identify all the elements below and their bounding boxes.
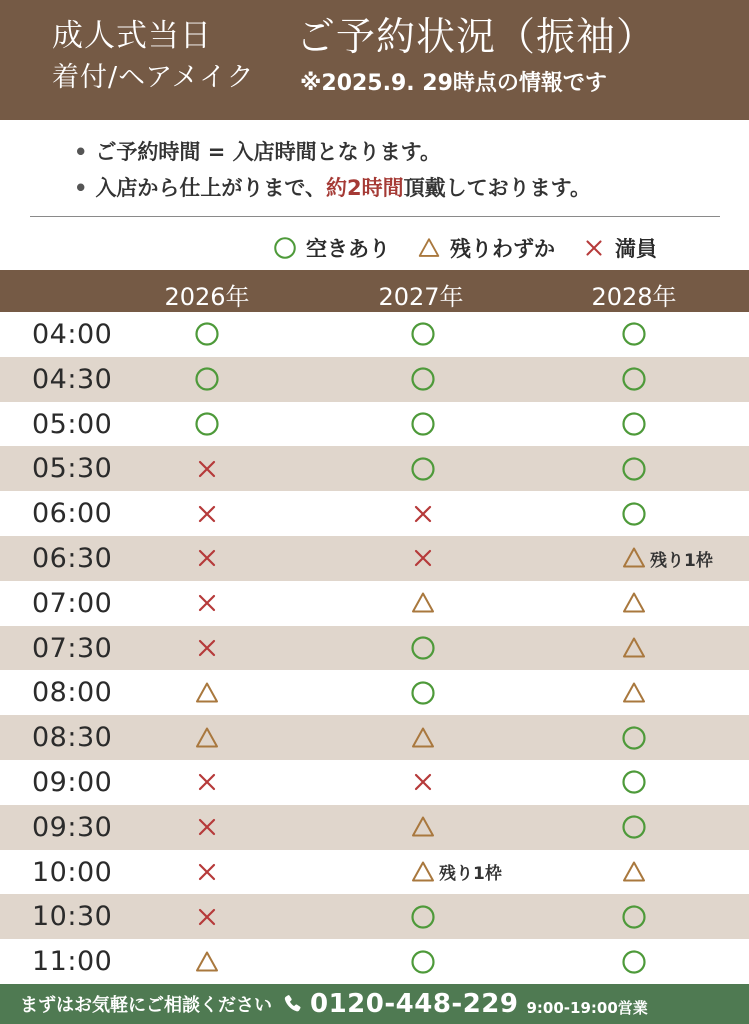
time-slot-label: 10:30 — [32, 901, 113, 933]
circle-icon — [409, 948, 437, 976]
status-cell — [193, 312, 221, 357]
column-header-year: 2026年 — [164, 283, 250, 311]
table-row — [0, 536, 749, 581]
status-cell — [620, 491, 648, 536]
column-header-year: 2027年 — [378, 283, 464, 311]
status-cell — [409, 402, 437, 447]
column-header-year: 2028年 — [591, 283, 677, 311]
notes-list — [74, 134, 591, 206]
circle-icon — [409, 410, 437, 438]
circle-icon — [272, 235, 298, 261]
legend-few — [416, 233, 555, 263]
circle-icon — [409, 320, 437, 348]
status-cell — [620, 894, 648, 939]
triangle-icon — [620, 679, 648, 707]
status-cell — [620, 536, 713, 581]
time-slot-label: 05:30 — [32, 453, 113, 485]
table-row — [0, 760, 749, 805]
cross-icon — [409, 500, 437, 528]
triangle-icon — [620, 858, 648, 886]
time-slot-label: 05:00 — [32, 408, 113, 440]
circle-icon — [193, 365, 221, 393]
phone-icon — [282, 991, 306, 1017]
note-item-duration — [74, 170, 591, 206]
legend-available — [272, 233, 390, 263]
status-cell — [193, 805, 221, 850]
circle-icon — [409, 634, 437, 662]
status-cell — [620, 402, 648, 447]
circle-icon — [620, 813, 648, 841]
time-slot-label: 07:30 — [32, 632, 113, 664]
legend-label: 満員 — [615, 237, 657, 261]
status-cell — [193, 894, 221, 939]
circle-icon — [620, 365, 648, 393]
time-slot-label: 06:00 — [32, 498, 113, 530]
status-cell — [620, 312, 648, 357]
status-cell — [409, 357, 437, 402]
cross-icon — [193, 455, 221, 483]
time-slot-label: 04:00 — [32, 319, 113, 350]
circle-icon — [409, 903, 437, 931]
event-label — [52, 14, 255, 98]
contact-footer — [0, 984, 749, 1024]
table-row — [0, 581, 749, 626]
status-cell — [620, 626, 648, 671]
status-cell — [193, 446, 221, 491]
cross-icon — [193, 813, 221, 841]
status-cell — [409, 715, 437, 760]
status-cell — [193, 626, 221, 671]
triangle-icon — [416, 235, 442, 261]
triangle-icon — [409, 724, 437, 752]
time-slot-label: 06:30 — [32, 542, 113, 574]
table-row — [0, 402, 749, 447]
legend-full — [581, 233, 657, 263]
cross-icon — [193, 500, 221, 528]
legend-label: 空きあり — [306, 237, 390, 261]
circle-icon — [620, 903, 648, 931]
triangle-icon — [193, 679, 221, 707]
cross-icon — [193, 589, 221, 617]
page-title: ご予約状況（振袖） — [296, 15, 657, 60]
footer-lead: まずはお気軽にご相談ください — [20, 995, 272, 1016]
bullet-icon: • — [74, 140, 88, 164]
cross-icon — [581, 235, 607, 261]
status-cell — [193, 850, 221, 895]
cross-icon — [193, 768, 221, 796]
circle-icon — [620, 455, 648, 483]
time-slot-label: 10:00 — [32, 856, 113, 888]
triangle-icon — [620, 634, 648, 662]
table-row — [0, 626, 749, 671]
circle-icon — [620, 410, 648, 438]
status-cell — [409, 491, 437, 536]
status-cell — [409, 581, 437, 626]
circle-icon — [193, 410, 221, 438]
status-cell — [620, 670, 648, 715]
circle-icon — [620, 948, 648, 976]
circle-icon — [409, 679, 437, 707]
table-row — [0, 491, 749, 536]
table-row — [0, 715, 749, 760]
circle-icon — [620, 768, 648, 796]
business-hours: 9:00-19:00営業 — [526, 998, 648, 1017]
table-row — [0, 357, 749, 402]
triangle-icon — [409, 858, 437, 886]
status-cell — [620, 446, 648, 491]
table-row — [0, 312, 749, 357]
circle-icon — [620, 320, 648, 348]
cross-icon — [409, 544, 437, 572]
triangle-icon — [409, 589, 437, 617]
triangle-icon — [193, 948, 221, 976]
table-row — [0, 446, 749, 491]
table-row — [0, 805, 749, 850]
status-cell — [193, 491, 221, 536]
status-cell — [193, 581, 221, 626]
note-emphasis: 約2時間 — [326, 176, 404, 200]
time-slot-label: 09:00 — [32, 766, 113, 798]
cross-icon — [193, 544, 221, 572]
circle-icon — [409, 455, 437, 483]
note-text: 入店から仕上がりまで、 — [95, 176, 327, 200]
status-cell — [620, 850, 648, 895]
status-cell — [193, 536, 221, 581]
time-slot-label: 08:30 — [32, 722, 113, 754]
time-slot-label: 07:00 — [32, 587, 113, 619]
circle-icon — [193, 320, 221, 348]
note-item-reservation-time — [74, 134, 591, 170]
status-cell — [409, 894, 437, 939]
table-row — [0, 894, 749, 939]
status-cell — [620, 715, 648, 760]
status-cell — [620, 760, 648, 805]
status-cell — [193, 715, 221, 760]
cross-icon — [409, 768, 437, 796]
circle-icon — [409, 365, 437, 393]
status-cell — [620, 581, 648, 626]
time-slot-label: 08:00 — [32, 677, 113, 709]
page-header — [0, 0, 749, 120]
triangle-icon — [193, 724, 221, 752]
status-cell — [409, 760, 437, 805]
status-cell — [193, 357, 221, 402]
table-row — [0, 939, 749, 984]
divider — [30, 216, 720, 217]
status-cell — [409, 312, 437, 357]
triangle-icon — [620, 589, 648, 617]
status-cell — [409, 939, 437, 984]
triangle-icon — [620, 544, 648, 572]
table-header — [0, 270, 749, 312]
reservation-table — [0, 312, 749, 984]
table-row — [0, 850, 749, 895]
phone-number[interactable]: 0120-448-229 — [310, 989, 519, 1019]
status-cell — [620, 939, 648, 984]
status-cell — [409, 805, 437, 850]
remaining-slots-note: 残り1枠 — [650, 550, 713, 571]
circle-icon — [620, 724, 648, 752]
legend — [272, 230, 657, 266]
note-text: ご予約時間 = 入店時間となります。 — [95, 140, 441, 164]
status-cell — [409, 850, 502, 895]
info-date-note: ※2025.9. 29時点の情報です — [300, 71, 607, 96]
status-cell — [409, 536, 437, 581]
cross-icon — [193, 903, 221, 931]
status-cell — [409, 670, 437, 715]
time-slot-label: 09:30 — [32, 811, 113, 843]
note-text: 頂戴しております。 — [403, 176, 591, 200]
cross-icon — [193, 634, 221, 662]
time-slot-label: 11:00 — [32, 946, 113, 978]
status-cell — [193, 670, 221, 715]
status-cell — [193, 939, 221, 984]
event-label-line2: 着付/ヘアメイク — [52, 62, 255, 93]
circle-icon — [620, 500, 648, 528]
remaining-slots-note: 残り1枠 — [439, 864, 502, 885]
status-cell — [409, 626, 437, 671]
triangle-icon — [409, 813, 437, 841]
status-cell — [620, 357, 648, 402]
time-slot-label: 04:30 — [32, 363, 113, 395]
event-label-line1: 成人式当日 — [52, 18, 212, 54]
status-cell — [193, 760, 221, 805]
status-cell — [620, 805, 648, 850]
bullet-icon: • — [74, 176, 88, 200]
table-row — [0, 670, 749, 715]
legend-label: 残りわずか — [450, 237, 555, 261]
status-cell — [193, 402, 221, 447]
status-cell — [409, 446, 437, 491]
cross-icon — [193, 858, 221, 886]
